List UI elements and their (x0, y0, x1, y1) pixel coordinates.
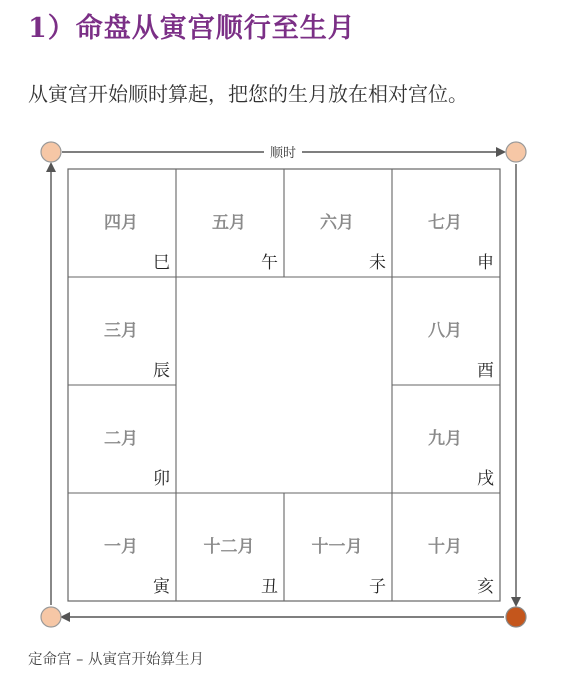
palace-month-label: 七月 (428, 213, 462, 233)
palace-month-label: 六月 (320, 213, 354, 233)
palace-month-label: 一月 (104, 537, 138, 557)
palace-hai (428, 536, 494, 597)
palace-month-label: 八月 (428, 321, 462, 341)
palace-month-label: 十二月 (203, 537, 255, 557)
corner-marker-bottom-right (506, 607, 526, 627)
palace-branch-label: 戌 (477, 469, 494, 489)
palace-branch-label: 丑 (261, 577, 278, 597)
page-title: 1）命盘从寅宫顺行至生月 (28, 13, 356, 44)
palace-month-label: 四月 (104, 213, 138, 233)
palace-xu (428, 428, 494, 489)
palace-branch-label: 申 (477, 253, 494, 273)
palace-month-label: 十月 (428, 537, 462, 557)
palace-wu (212, 213, 278, 273)
palace-branch-label: 午 (261, 253, 278, 273)
palace-yin (104, 537, 171, 597)
direction-label: 顺时 (269, 146, 297, 161)
corner-marker-top-left (41, 142, 61, 162)
palace-month-label: 五月 (212, 213, 246, 233)
palace-si (104, 213, 170, 273)
palace-you (428, 321, 494, 381)
figure-caption: 定命宫 – 从寅宫开始算生月 (28, 652, 204, 668)
palace-branch-label: 酉 (477, 361, 494, 381)
palace-zi (312, 536, 387, 597)
palace-branch-label: 寅 (153, 577, 170, 597)
palace-mao (104, 429, 170, 489)
palace-branch-label: 子 (369, 577, 386, 597)
palace-chen (104, 321, 170, 381)
instruction-text: 从寅宫开始顺时算起，把您的生月放在相对宫位。 (28, 82, 468, 106)
palace-month-label: 二月 (104, 429, 138, 449)
palace-shen (428, 212, 494, 273)
palace-wei (320, 213, 386, 273)
corner-marker-top-right (506, 142, 526, 162)
palace-month-label: 十一月 (311, 537, 363, 557)
palace-branch-label: 亥 (477, 577, 494, 597)
corner-marker-bottom-left (41, 607, 61, 627)
palace-month-label: 九月 (428, 429, 462, 449)
palace-chou (204, 536, 279, 597)
palace-branch-label: 卯 (153, 469, 170, 489)
palace-month-label: 三月 (104, 321, 138, 341)
palace-branch-label: 未 (369, 253, 386, 273)
palace-branch-label: 巳 (153, 253, 170, 273)
palace-branch-label: 辰 (153, 361, 170, 381)
